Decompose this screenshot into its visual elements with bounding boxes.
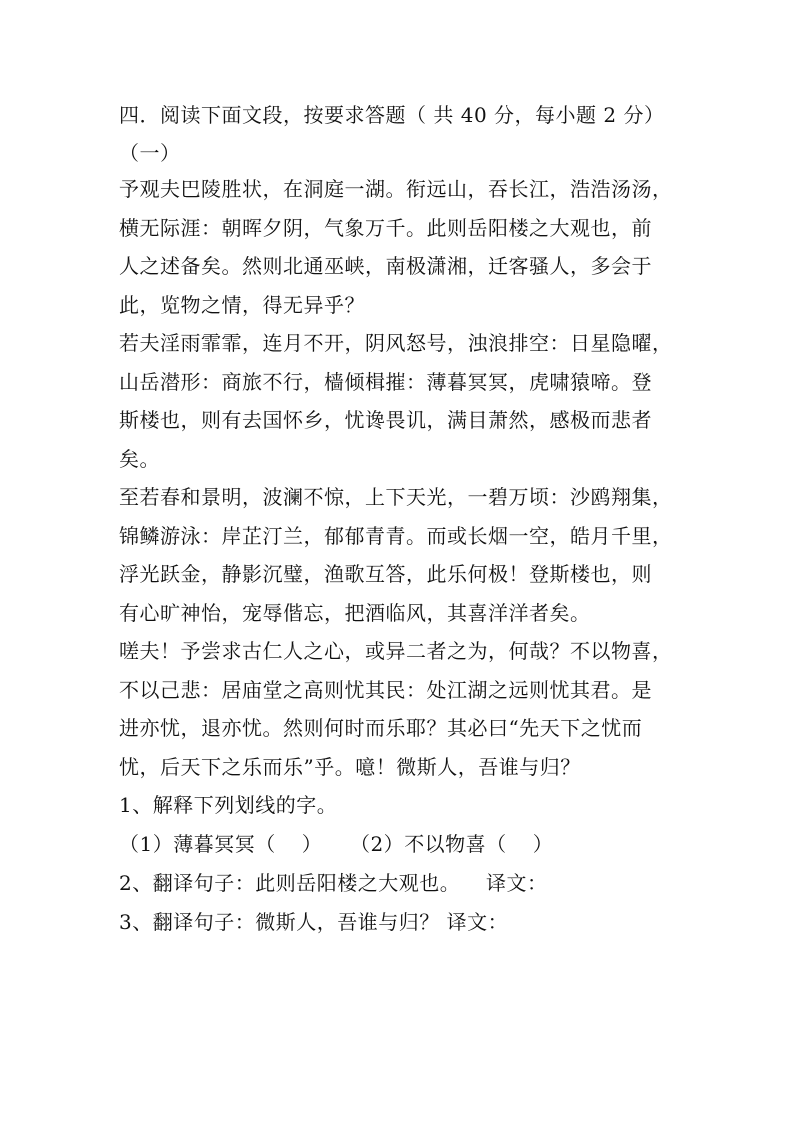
- section-heading: 四．阅读下面文段，按要求答题（ 共 40 分，每小题 2 分）: [119, 103, 665, 127]
- passage-line: 有心旷神怡，宠辱偕忘，把酒临风，其喜洋洋者矣。: [119, 600, 591, 625]
- question-2-answer-label: 译文：: [485, 871, 548, 895]
- passage-line: 予观夫巴陵胜状，在洞庭一湖。衔远山，吞长江，浩浩汤汤，: [119, 177, 673, 201]
- passage-line: 此，览物之情，得无异乎？: [119, 292, 365, 317]
- question-3: [119, 903, 684, 942]
- passage-line: 忧，后天下之乐而乐”乎。噫！微斯人，吾谁与归？: [119, 754, 581, 779]
- passage-line: 人之述备矣。然则北通巫峡，南极潇湘，迁客骚人，多会于: [119, 254, 652, 278]
- question-1-item-1-close: ）: [301, 832, 323, 856]
- passage-line: 山岳潜形：商旅不行，樯倾楫摧：薄暮冥冥，虎啸猿啼。登: [119, 369, 652, 394]
- passage-line: 浮光跃金，静影沉璧，渔歌互答，此乐何极！登斯楼也，则: [119, 562, 652, 586]
- question-1-item-1-number: （1）: [119, 832, 174, 856]
- question-1-item-2-number: （2）: [349, 832, 405, 856]
- question-1-item-1-text: 薄暮冥冥（: [173, 832, 276, 856]
- passage-line: 横无际涯：朝晖夕阴，气象万千。此则岳阳楼之大观也，前: [119, 215, 652, 240]
- page-content: [119, 96, 684, 942]
- section-subheading: （一）: [119, 141, 181, 165]
- question-2: [119, 864, 684, 903]
- passage-line: 若夫淫雨霏霏，连月不开，阴风怒号，浊浪排空：日星隐曜，: [119, 331, 673, 355]
- question-1-items: [119, 825, 684, 864]
- passage-line: 不以己悲：居庙堂之高则忧其民：处江湖之远则忧其君。是: [119, 677, 652, 702]
- passage-paragraph-2: [119, 324, 684, 478]
- question-3-answer-label: 译文：: [446, 910, 509, 934]
- passage-line: 嗟夫！予尝求古仁人之心，或异二者之为，何哉？不以物喜，: [119, 639, 673, 663]
- question-3-prompt: 3、翻译句子：微斯人，吾谁与归？: [119, 910, 440, 934]
- passage-line: 斯楼也，则有去国怀乡，忧谗畏讥，满目萧然，感极而悲者: [119, 408, 652, 432]
- passage-paragraph-3: [119, 478, 684, 632]
- passage-paragraph-1: [119, 170, 684, 324]
- passage-line: 锦鳞游泳：岸芷汀兰，郁郁青青。而或长烟一空，皓月千里，: [119, 523, 673, 548]
- passage-line: 矣。: [119, 446, 160, 471]
- question-1-item-2-close: ）: [532, 832, 554, 856]
- passage-paragraph-4: [119, 632, 684, 786]
- passage-line: 进亦忧，退亦忧。然则何时而乐耶？其必曰“先天下之忧而: [119, 716, 643, 740]
- question-1-item-2-text: 不以物喜（: [404, 832, 507, 856]
- passage-line: 至若春和景明，波澜不惊，上下天光，一碧万顷：沙鸥翔集，: [119, 485, 673, 509]
- question-2-prompt: 2、翻译句子：此则岳阳楼之大观也。: [119, 871, 461, 895]
- question-1-prompt: 1、解释下列划线的字。: [119, 793, 338, 817]
